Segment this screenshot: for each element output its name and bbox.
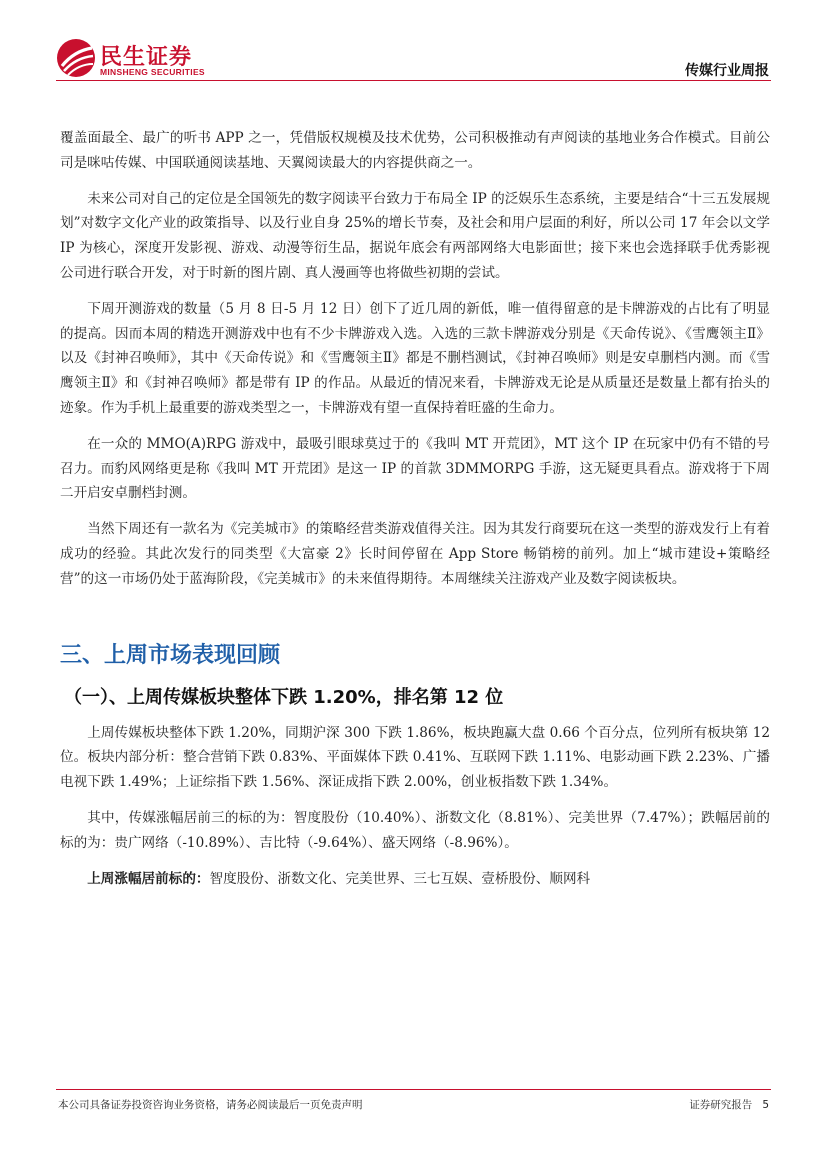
report-type-label: 传媒行业周报	[685, 63, 769, 79]
paragraph-8-lead: 上周涨幅居前标的：	[87, 870, 210, 887]
page-number: 5	[762, 1099, 769, 1111]
paragraph-3: 下周开测游戏的数量（5 月 8 日-5 月 12 日）创下了近几周的新低，唯一值得留意的是卡牌游戏的占比有了明显的提高。因而本周的精选开测游戏中也有不少卡牌游戏入选。入选的三款卡牌游戏分别是《天命传说》、《雪鹰领主Ⅱ》以及《封神召唤师》，其中《天命传说》和《雪鹰领主Ⅱ》都是不删档测试，《封神召唤师》则是安卓删档内测。而《雪鹰领主Ⅱ》和《封神召唤师》都是带有 IP 的作品。从最近的情况来看，卡牌游戏无论是从质量还是数量上都有抬头的迹象。作为手机上最重要的游戏类型之一，卡牌游戏有望一直保持着旺盛的生命力。	[60, 300, 770, 416]
footer-divider	[56, 1089, 771, 1090]
main-content	[60, 126, 770, 902]
paragraph-2: 未来公司对自己的定位是全国领先的数字阅读平台致力于布局全 IP 的泛娱乐生态系统，主要是结合“十三五发展规划”对数字文化产业的政策指导、以及行业自身 25%的增长节奏，及社会和用户层面的利好，所以公司 17 年会以文学 IP 为核心，深度开发影视、游戏、动漫等衍生品，据说年底会有两部网络大电影面世；接下来也会选择联手优秀影视公司进行联合开发，对于时新的图片剧、真人漫画等也将做些初期的尝试。	[60, 190, 770, 281]
paragraph-7: 其中，传媒涨幅居前三的标的为：智度股份（10.40%）、浙数文化（8.81%）、完美世界（7.47%）；跌幅居前的标的为：贵广网络（-10.89%）、吉比特（-9.64%）、盛天网络（-8.96%）。	[60, 809, 770, 851]
paragraph-8	[60, 867, 770, 892]
section-title: 三、上周市场表现回顾	[60, 642, 281, 668]
subsection-title: （一）、上周传媒板块整体下跌 1.20%，排名第 12 位	[64, 686, 504, 708]
logo-english-name: MINSHENG SECURITIES	[100, 67, 205, 77]
paragraph-5: 当然下周还有一款名为《完美城市》的策略经营类游戏值得关注。因为其发行商要玩在这一类型的游戏发行上有着成功的经验。其此次发行的同类型《大富豪 2》长时间停留在 App Store 畅销榜的前列。加上“城市建设+策略经营”的这一市场仍处于蓝海阶段，《完美城市》的未来值得期待。本周继续关注游戏产业及数字阅读板块。	[60, 521, 770, 587]
logo-chinese-name: 民生证券	[100, 45, 193, 70]
paragraph-1: 覆盖面最全、最广的听书 APP 之一，凭借版权规模及技术优势，公司积极推动有声阅读的基地业务合作模式。目前公司是咪咕传媒、中国联通阅读基地、天翼阅读最大的内容提供商之一。	[60, 130, 770, 171]
footer-right	[679, 1097, 769, 1112]
page-header	[0, 0, 827, 84]
paragraph-8-text: 智度股份、浙数文化、完美世界、三七互娱、壹桥股份、顺网科	[209, 870, 591, 887]
footer-disclaimer: 本公司具备证券投资咨询业务资格，请务必阅读最后一页免责声明	[58, 1099, 363, 1111]
company-logo	[56, 38, 246, 80]
header-divider	[56, 80, 771, 81]
minsheng-logo-icon	[56, 38, 96, 78]
footer-doc-type: 证券研究报告	[689, 1099, 753, 1111]
paragraph-4: 在一众的 MMO(A)RPG 游戏中，最吸引眼球莫过于的《我叫 MT 开荒团》，MT 这个 IP 在玩家中仍有不错的号召力。而豹风网络更是称《我叫 MT 开荒团》是这一 IP 的首款 3DMMORPG 手游，这无疑更具看点。游戏将于下周二开启安卓删档封测。	[60, 435, 770, 502]
paragraph-6: 上周传媒板块整体下跌 1.20%，同期沪深 300 下跌 1.86%，板块跑赢大盘 0.66 个百分点，位列所有板块第 12 位。板块内部分析：整合营销下跌 0.83%、平面媒体下跌 0.41%、互联网下跌 1.11%、电影动画下跌 2.23%、广播电视下跌 1.49%；上证综指下跌 1.56%、深证成指下跌 2.00%，创业板指数下跌 1.34%。	[60, 724, 770, 791]
